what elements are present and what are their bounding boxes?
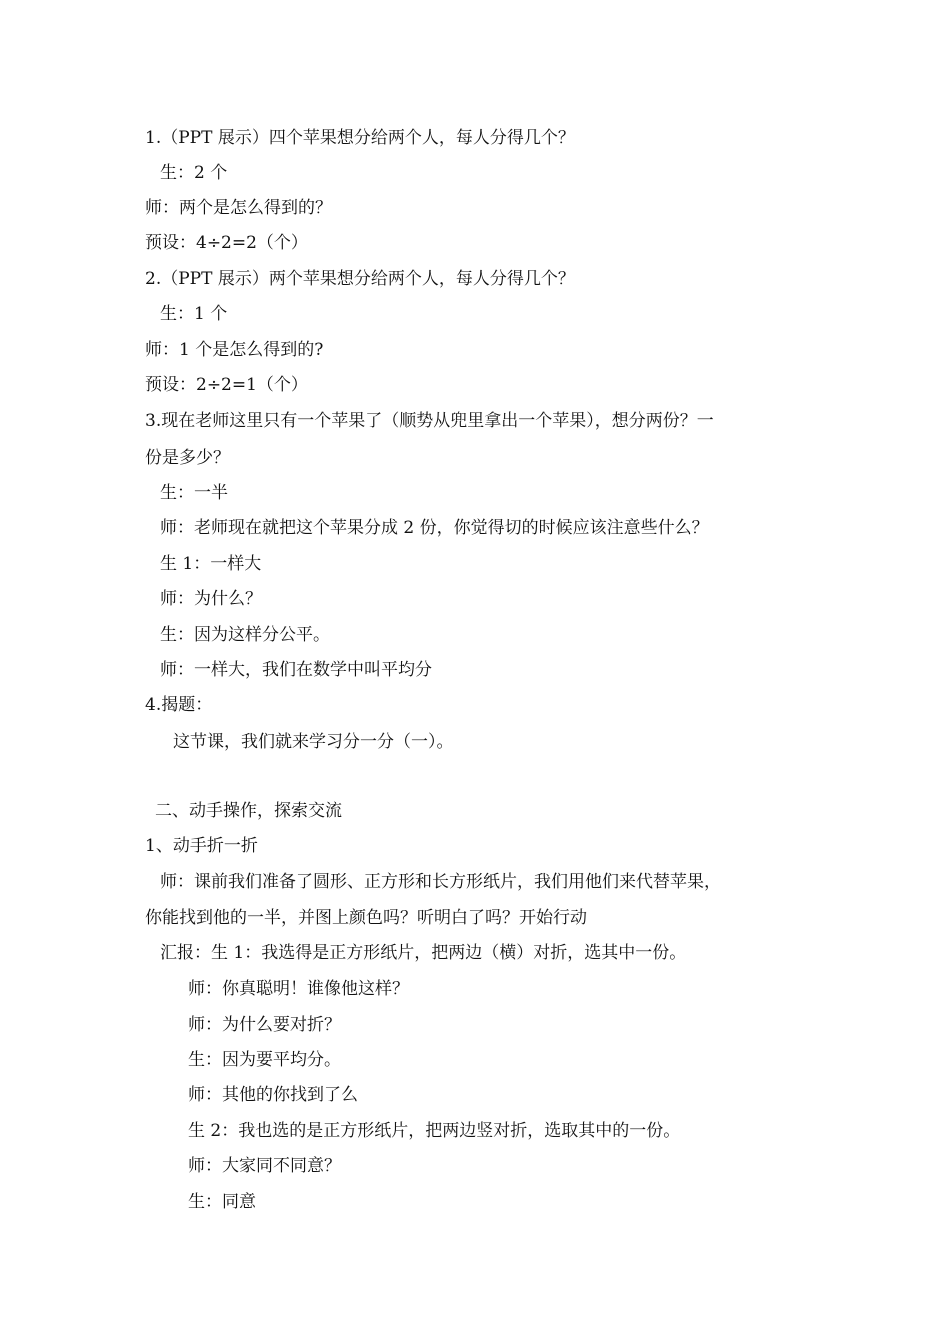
text-line: 生：因为这样分公平。: [160, 625, 330, 645]
text-line: 你能找到他的一半，并图上颜色吗？听明白了吗？开始行动: [145, 908, 587, 928]
section-heading: 二、动手操作，探索交流: [155, 801, 342, 821]
text-line: 生 1：一样大: [160, 554, 262, 574]
text-line: 师：大家同不同意？: [188, 1156, 341, 1176]
text-line: 这节课，我们就来学习分一分（一）。: [173, 732, 454, 752]
subsection-heading: 1、动手折一折: [145, 836, 258, 856]
text-line: 生：同意: [188, 1192, 256, 1212]
text-line: 预设：4÷2=2（个）: [145, 233, 308, 253]
text-line: 师：一样大，我们在数学中叫平均分: [160, 660, 432, 680]
text-line: 1.（PPT 展示）四个苹果想分给两个人，每人分得几个？: [145, 128, 575, 148]
text-line: 师：1 个是怎么得到的?: [145, 340, 324, 360]
text-line: 师：为什么要对折？: [188, 1015, 341, 1035]
text-line: 预设：2÷2=1（个）: [145, 375, 308, 395]
text-line: 生：1 个: [160, 304, 228, 324]
text-line: 汇报：生 1：我选得是正方形纸片，把两边（横）对折，选其中一份。: [160, 943, 687, 963]
text-line: 生 2：我也选的是正方形纸片，把两边竖对折，选取其中的一份。: [188, 1121, 681, 1141]
text-line: 师：课前我们准备了圆形、正方形和长方形纸片，我们用他们来代替苹果，: [160, 872, 721, 892]
text-line: 生：2 个: [160, 163, 228, 183]
text-line: 份是多少？: [145, 448, 230, 468]
text-line: 4.揭题：: [145, 695, 213, 715]
text-line: 师：老师现在就把这个苹果分成 2 份，你觉得切的时候应该注意些什么？: [160, 518, 709, 538]
text-line: 师：你真聪明！谁像他这样？: [188, 979, 409, 999]
text-line: 师：两个是怎么得到的？: [145, 198, 332, 218]
text-line: 3.现在老师这里只有一个苹果了（顺势从兜里拿出一个苹果），想分两份？一: [145, 411, 714, 431]
text-line: 2.（PPT 展示）两个苹果想分给两个人，每人分得几个？: [145, 269, 575, 289]
text-line: 生：一半: [160, 483, 228, 503]
text-line: 师：为什么？: [160, 589, 262, 609]
text-line: 师：其他的你找到了么: [188, 1085, 358, 1105]
text-line: 生：因为要平均分。: [188, 1050, 341, 1070]
